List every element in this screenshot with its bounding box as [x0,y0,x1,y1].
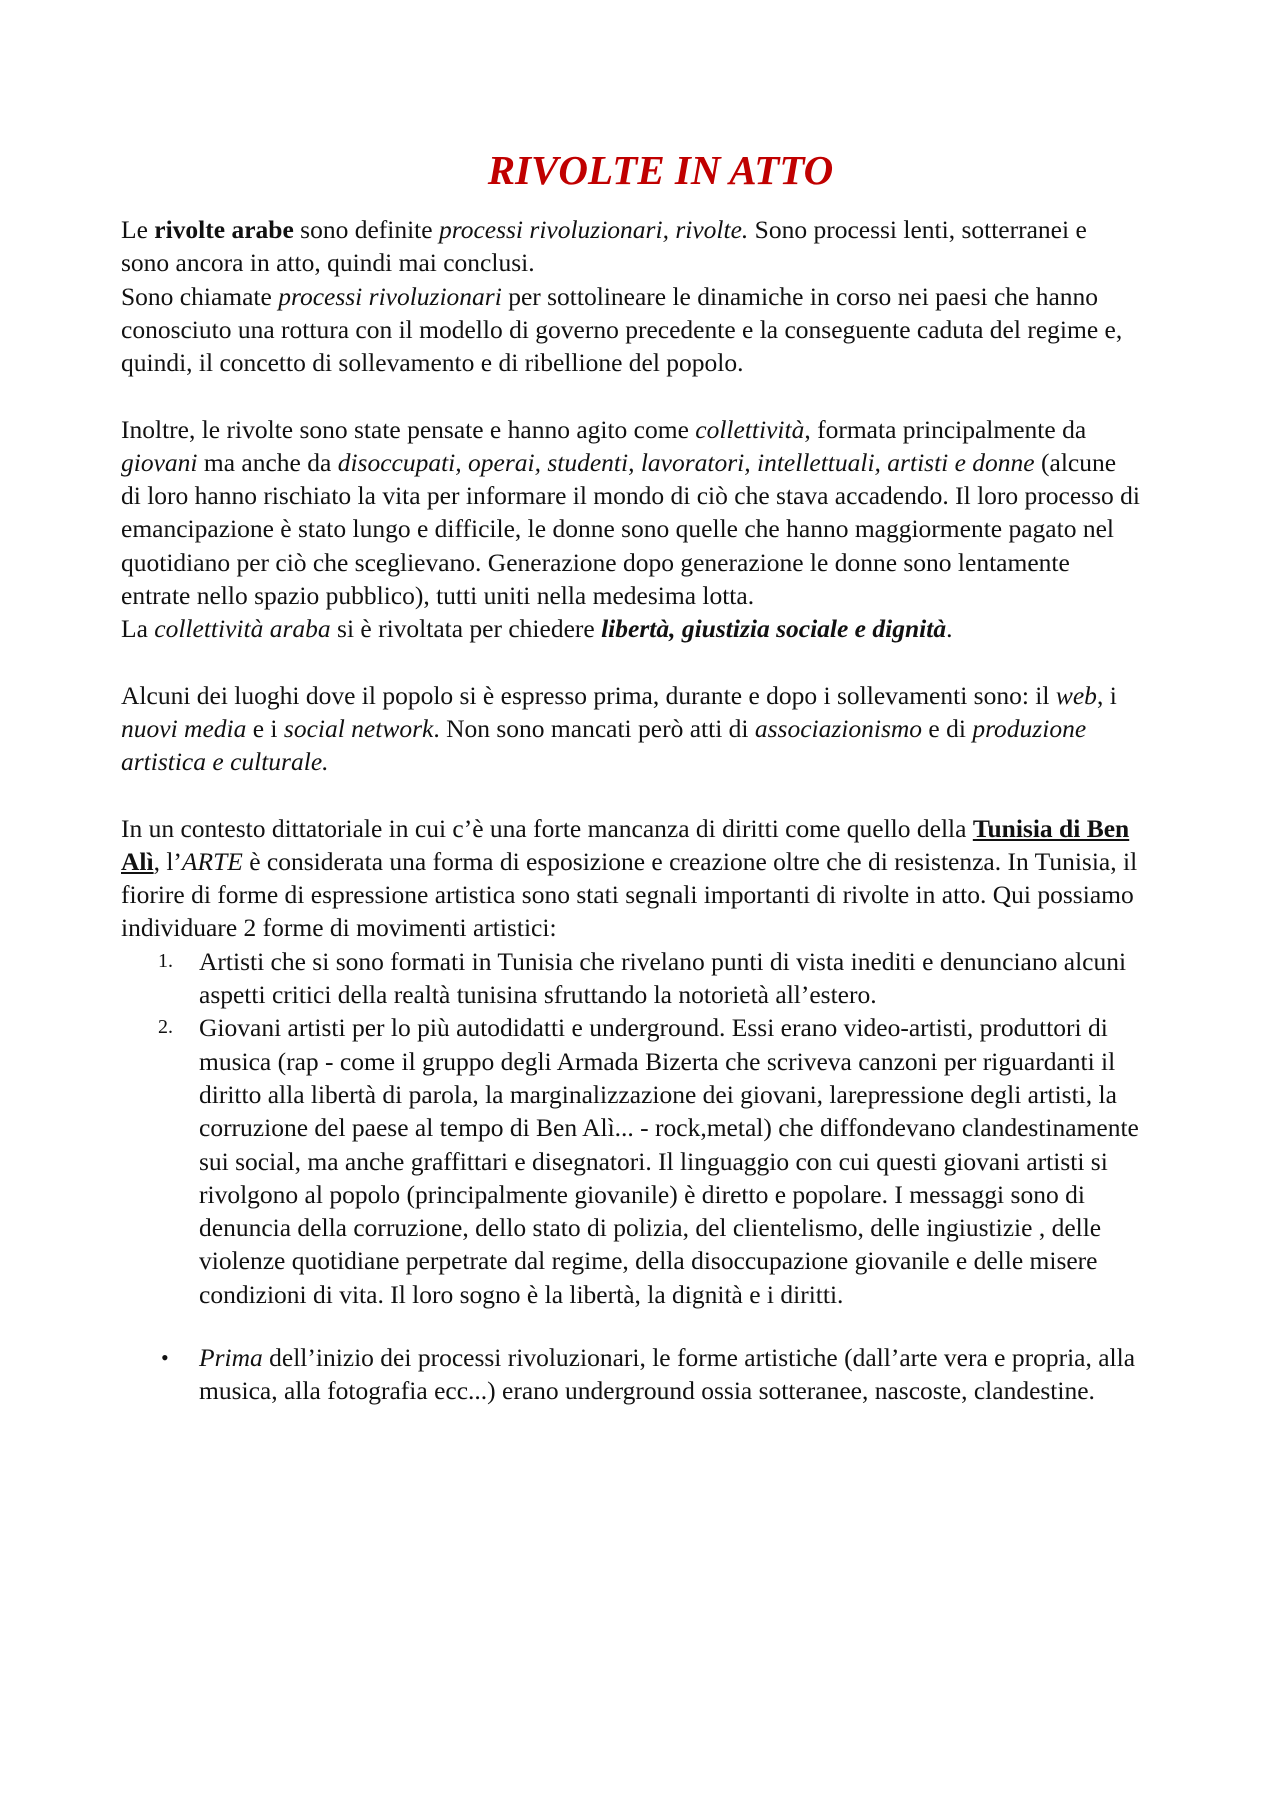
text-span: si è rivoltata per chiedere [330,614,602,644]
text-span: Alcuni dei luoghi dove il popolo si è espresso prima, durante e dopo i sollevamenti sono: il [121,680,1056,710]
text-span: per sottolineare le dinamiche in corso nei paesi che hanno conosciuto una rottura con il modello di governo precedente e la conseguente caduta del regime e, quindi, il concetto di sollevamento e di ribellione del popolo. [121,281,1123,378]
list-item-text: Giovani artisti per lo più autodidatti e underground. Essi erano video-artisti, produttori di musica (rap - come il gruppo degli Armada Bizerta che scriveva canzoni per riguardanti il diritto alla libertà di parola, la marginalizzazione dei giovani, larepressione degli artisti, la corruzione del paese al tempo di Ben Alì... - rock,metal) che diffondevano clandestinamente sui social, ma anche graffittari e disegnatori. Il linguaggio con cui questi giovani artisti si rivolgono al popolo (principalmente giovanile) è diretto e popolare. I messaggi sono di denuncia della corruzione, dello stato di polizia, del clientelismo, delle ingiustizie , delle violenze quotidiane perpetrate dal regime, della disoccupazione giovanile e delle misere condizioni di vita. Il loro sogno è la libertà, la dignità e i diritti. [199,1013,1139,1309]
text-span: . [946,614,953,644]
text-span: e di [922,713,973,743]
underlined-text: Tunisia di Ben Alì [121,813,1130,876]
italic-term: web [1055,680,1097,710]
paragraph-collettivita [121,413,1140,613]
text-span: Sono processi lenti, sotterranei e sono ancora in atto, quindi mai conclusi. [121,215,1087,278]
text-span: è considerata una forma di esposizione e creazione oltre che di resistenza. In Tunisia, il fiorire di forme di espressione artistica sono stati segnali importanti di rivolte in atto. Qui possiamo individuare 2 forme di movimenti artistici: [121,846,1138,943]
italic-term: Prima [199,1343,263,1372]
bold-term: rivolte arabe [154,215,294,245]
list-item [121,1341,1140,1408]
italic-term: associazionismo [754,713,923,743]
paragraph-definition [121,280,1140,380]
italic-term: social network [283,713,434,743]
paragraph-demands [121,612,1140,645]
italic-term: ARTE [181,846,243,876]
bold-italic-text: libertà, giustizia sociale e dignità [601,614,947,644]
text-span: , formata principalmente da [804,414,1087,444]
italic-term: giovani [121,447,198,477]
numbered-list [121,945,1140,1311]
text-span: e i [246,713,284,743]
text-span: Le [121,215,155,245]
italic-term: collettività araba [154,614,331,644]
text-span: . Non sono mancati però atti di [433,713,755,743]
italic-term: disoccupati, operai, studenti, lavoratori, intellettuali, artisti e donne [337,447,1035,477]
text-span: Sono chiamate [121,281,279,311]
italic-term: produzione artistica e culturale. [121,713,1087,777]
paragraph-intro [121,213,1140,280]
paragraph-tunisia [121,812,1140,945]
text-span: ma anche da [197,447,338,477]
italic-term: collettività [695,414,805,444]
text-span: In un contesto dittatoriale in cui c’è una forte mancanza di diritti come quello della [121,813,973,843]
italic-term: nuovi media [121,713,247,743]
bullet-list [121,1341,1140,1408]
list-item [121,945,1140,1012]
page-title: RIVOLTE IN ATTO [487,147,834,193]
text-span: , i [1096,680,1117,710]
bold-italic-term [601,614,946,643]
paragraph-places [121,679,1140,779]
text-span: sono definite [293,215,439,245]
text-span: , l’ [153,846,182,876]
list-item-text: dell’inizio dei processi rivoluzionari, le forme artistiche (dall’arte vera e propria, alla musica, alla fotografia ecc...) erano underground ossia sotteranee, nascoste, clandestine. [199,1343,1136,1406]
list-number: 2. [158,1016,173,1039]
list-item-text: Artisti che si sono formati in Tunisia che rivelano punti di vista inediti e denunciano alcuni aspetti critici della realtà tunisina sfruttando la notorietà all’estero. [199,946,1127,1010]
bullet-icon: • [161,1345,169,1370]
list-number: 1. [158,949,173,972]
list-item [121,1011,1140,1311]
text-span: Inoltre, le rivolte sono state pensate e hanno agito come [121,414,696,444]
text-span: (alcune di loro hanno rischiato la vita per informare il mondo di ciò che stava accadendo. Il loro processo di emancipazione è stato lungo e difficile, le donne sono quelle che hanno maggiormente pagato nel quotidiano per ciò che sceglievano. Generazione dopo generazione le donne sono lentamente entrate nello spazio pubblico), tutti uniti nella medesima lotta. [121,447,1140,611]
italic-term: processi rivoluzionari [278,281,502,311]
italic-term: processi rivoluzionari, rivolte. [438,215,749,245]
text-span: La [121,614,155,644]
